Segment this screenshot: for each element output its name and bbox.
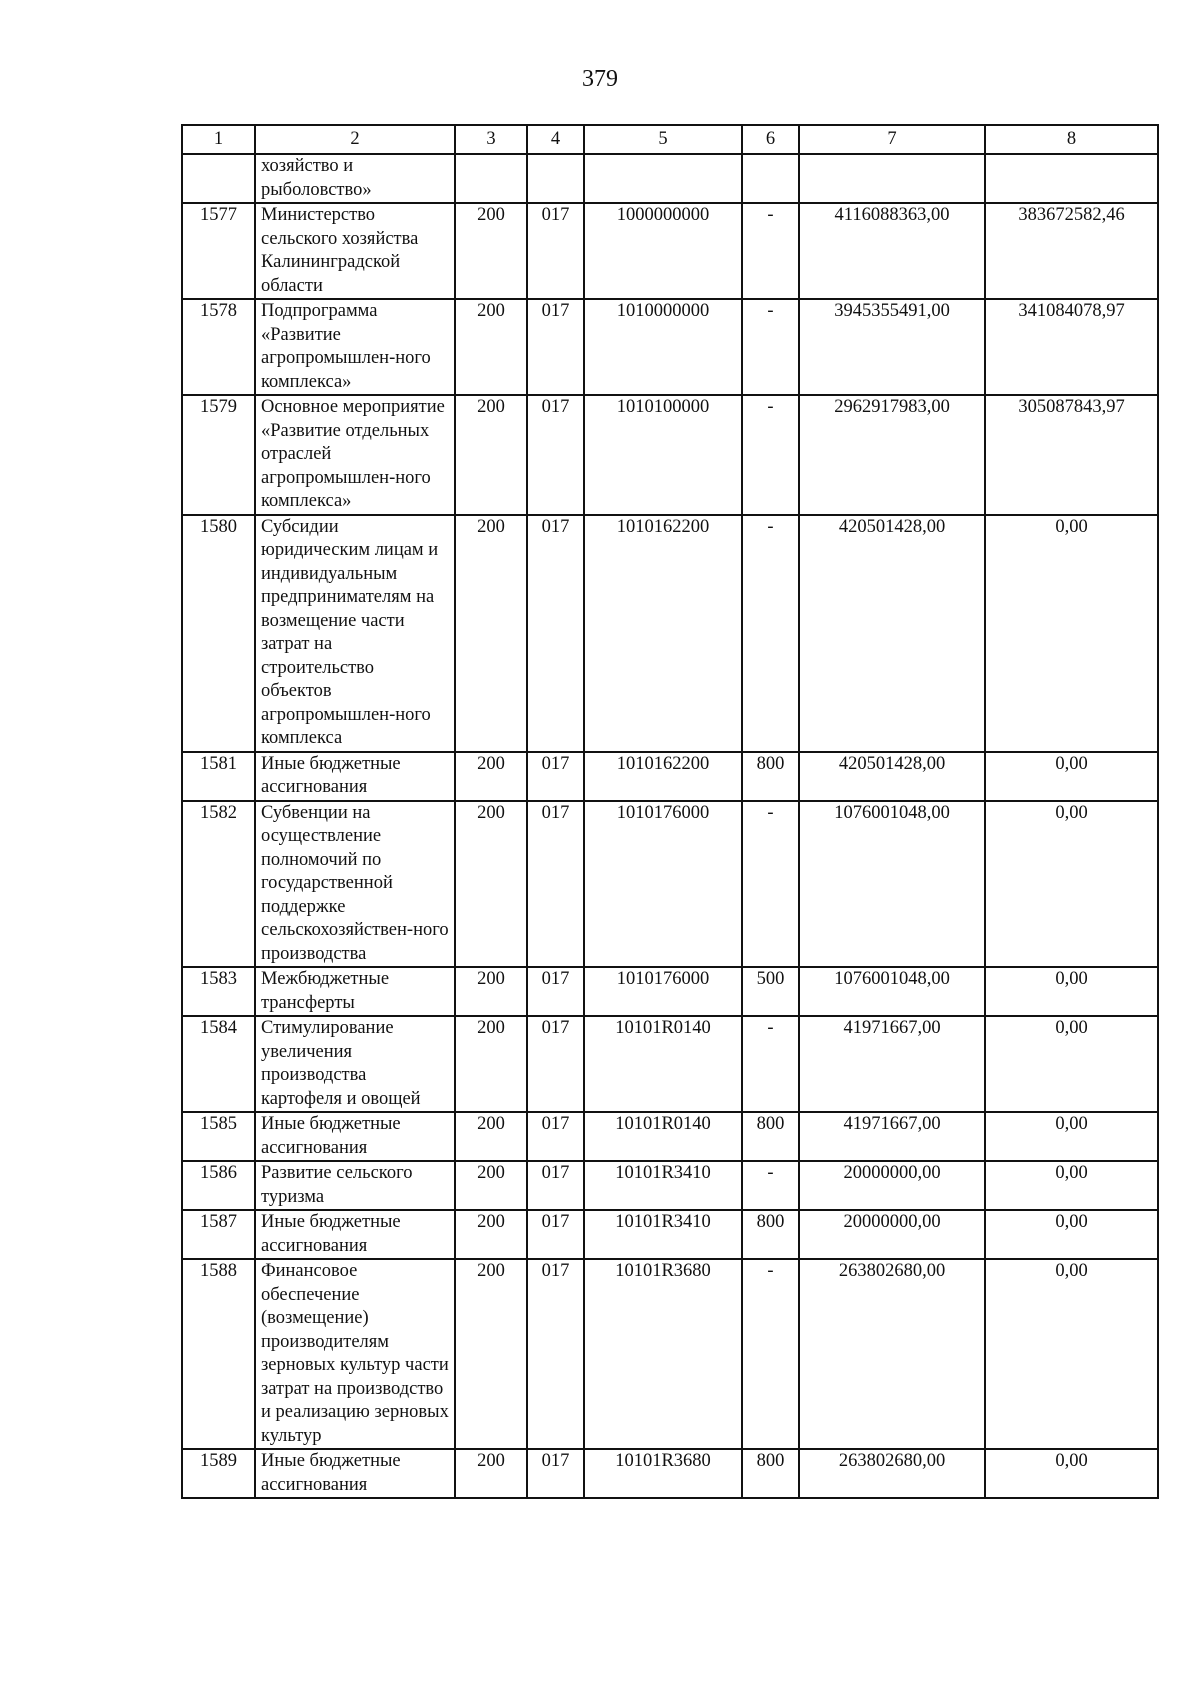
amount-total-cell: 20000000,00 <box>799 1210 985 1259</box>
amount-total-cell: 263802680,00 <box>799 1449 985 1498</box>
expense-type-cell: 800 <box>742 752 799 801</box>
item-name-cell: Иные бюджетные ассигнования <box>255 1112 455 1161</box>
table-row <box>182 1161 1158 1210</box>
ministry-code-cell: 200 <box>455 1161 527 1210</box>
table-row <box>182 1449 1158 1498</box>
amount-federal-cell: 0,00 <box>985 1449 1158 1498</box>
section-code-cell: 017 <box>527 801 584 968</box>
table-row <box>182 1016 1158 1112</box>
ministry-code-cell: 200 <box>455 299 527 395</box>
section-code-cell: 017 <box>527 1259 584 1449</box>
item-name-cell: Основное мероприятие «Развитие отдельных отраслей агропромышлен-ного комплекса» <box>255 395 455 515</box>
item-name-cell: Субвенции на осуществление полномочий по государственной поддержке сельскохозяйствен-ного производства <box>255 801 455 968</box>
ministry-code-cell: 200 <box>455 1210 527 1259</box>
ministry-code-cell: 200 <box>455 203 527 299</box>
amount-federal-cell: 0,00 <box>985 752 1158 801</box>
ministry-code-cell: 200 <box>455 967 527 1016</box>
target-article-cell: 1010176000 <box>584 967 742 1016</box>
header-col-1: 1 <box>182 125 255 154</box>
amount-federal-cell: 0,00 <box>985 1112 1158 1161</box>
amount-total-cell: 20000000,00 <box>799 1161 985 1210</box>
ministry-code-cell: 200 <box>455 1449 527 1498</box>
section-code-cell: 017 <box>527 1210 584 1259</box>
expense-type-cell: - <box>742 801 799 968</box>
amount-federal-cell: 0,00 <box>985 801 1158 968</box>
table-row <box>182 1259 1158 1449</box>
ministry-code-cell: 200 <box>455 395 527 515</box>
item-name-cell: Иные бюджетные ассигнования <box>255 752 455 801</box>
table-row <box>182 154 1158 203</box>
target-article-cell: 10101R3410 <box>584 1210 742 1259</box>
table-row <box>182 752 1158 801</box>
amount-total-cell: 1076001048,00 <box>799 967 985 1016</box>
row-number-cell: 1578 <box>182 299 255 395</box>
amount-total-cell: 4116088363,00 <box>799 203 985 299</box>
target-article-cell: 1010162200 <box>584 515 742 752</box>
table-row <box>182 1210 1158 1259</box>
target-article-cell: 1010100000 <box>584 395 742 515</box>
row-number-cell: 1581 <box>182 752 255 801</box>
ministry-code-cell: 200 <box>455 1112 527 1161</box>
item-name-cell: Иные бюджетные ассигнования <box>255 1449 455 1498</box>
section-code-cell <box>527 154 584 203</box>
table-body <box>182 154 1158 1498</box>
section-code-cell: 017 <box>527 515 584 752</box>
expense-type-cell: - <box>742 515 799 752</box>
amount-total-cell: 41971667,00 <box>799 1016 985 1112</box>
ministry-code-cell: 200 <box>455 752 527 801</box>
amount-total-cell: 263802680,00 <box>799 1259 985 1449</box>
expense-type-cell: - <box>742 395 799 515</box>
target-article-cell: 1010162200 <box>584 752 742 801</box>
expense-type-cell: - <box>742 1016 799 1112</box>
amount-federal-cell: 0,00 <box>985 1161 1158 1210</box>
page-number: 379 <box>582 66 618 92</box>
row-number-cell: 1579 <box>182 395 255 515</box>
target-article-cell: 1000000000 <box>584 203 742 299</box>
item-name-cell: Иные бюджетные ассигнования <box>255 1210 455 1259</box>
amount-total-cell: 420501428,00 <box>799 752 985 801</box>
amount-federal-cell: 0,00 <box>985 515 1158 752</box>
table-row <box>182 299 1158 395</box>
amount-federal-cell <box>985 154 1158 203</box>
section-code-cell: 017 <box>527 1016 584 1112</box>
expense-type-cell: 800 <box>742 1210 799 1259</box>
item-name-cell: Стимулирование увеличения производства картофеля и овощей <box>255 1016 455 1112</box>
row-number-cell: 1585 <box>182 1112 255 1161</box>
section-code-cell: 017 <box>527 395 584 515</box>
target-article-cell: 10101R3410 <box>584 1161 742 1210</box>
expense-type-cell: 800 <box>742 1112 799 1161</box>
section-code-cell: 017 <box>527 1449 584 1498</box>
header-col-6: 6 <box>742 125 799 154</box>
header-col-2: 2 <box>255 125 455 154</box>
row-number-cell: 1583 <box>182 967 255 1016</box>
section-code-cell: 017 <box>527 752 584 801</box>
target-article-cell: 10101R0140 <box>584 1112 742 1161</box>
expense-type-cell: 500 <box>742 967 799 1016</box>
amount-total-cell: 41971667,00 <box>799 1112 985 1161</box>
target-article-cell: 1010176000 <box>584 801 742 968</box>
target-article-cell: 1010000000 <box>584 299 742 395</box>
item-name-cell: Финансовое обеспечение (возмещение) производителям зерновых культур части затрат на производство и реализацию зерновых культур <box>255 1259 455 1449</box>
row-number-cell: 1580 <box>182 515 255 752</box>
ministry-code-cell <box>455 154 527 203</box>
header-row <box>182 125 1158 154</box>
amount-federal-cell: 0,00 <box>985 1016 1158 1112</box>
ministry-code-cell: 200 <box>455 1016 527 1112</box>
section-code-cell: 017 <box>527 203 584 299</box>
item-name-cell: Министерство сельского хозяйства Калининградской области <box>255 203 455 299</box>
expense-type-cell: - <box>742 203 799 299</box>
target-article-cell <box>584 154 742 203</box>
expense-type-cell: - <box>742 1259 799 1449</box>
target-article-cell: 10101R3680 <box>584 1259 742 1449</box>
ministry-code-cell: 200 <box>455 1259 527 1449</box>
table-row <box>182 395 1158 515</box>
table-row <box>182 203 1158 299</box>
header-col-7: 7 <box>799 125 985 154</box>
header-col-8: 8 <box>985 125 1158 154</box>
amount-federal-cell: 383672582,46 <box>985 203 1158 299</box>
item-name-cell: Межбюджетные трансферты <box>255 967 455 1016</box>
item-name-cell: хозяйство и рыболовство» <box>255 154 455 203</box>
ministry-code-cell: 200 <box>455 801 527 968</box>
table-row <box>182 515 1158 752</box>
row-number-cell: 1588 <box>182 1259 255 1449</box>
row-number-cell: 1577 <box>182 203 255 299</box>
table-row <box>182 801 1158 968</box>
expense-type-cell: 800 <box>742 1449 799 1498</box>
item-name-cell: Развитие сельского туризма <box>255 1161 455 1210</box>
table-row <box>182 967 1158 1016</box>
header-col-3: 3 <box>455 125 527 154</box>
amount-total-cell: 3945355491,00 <box>799 299 985 395</box>
section-code-cell: 017 <box>527 967 584 1016</box>
header-col-5: 5 <box>584 125 742 154</box>
item-name-cell: Подпрограмма «Развитие агропромышлен-ного комплекса» <box>255 299 455 395</box>
expense-type-cell: - <box>742 299 799 395</box>
ministry-code-cell: 200 <box>455 515 527 752</box>
amount-total-cell: 1076001048,00 <box>799 801 985 968</box>
amount-federal-cell: 341084078,97 <box>985 299 1158 395</box>
target-article-cell: 10101R3680 <box>584 1449 742 1498</box>
target-article-cell: 10101R0140 <box>584 1016 742 1112</box>
amount-total-cell: 420501428,00 <box>799 515 985 752</box>
amount-federal-cell: 0,00 <box>985 1210 1158 1259</box>
amount-total-cell: 2962917983,00 <box>799 395 985 515</box>
expense-type-cell: - <box>742 1161 799 1210</box>
amount-total-cell <box>799 154 985 203</box>
row-number-cell: 1584 <box>182 1016 255 1112</box>
row-number-cell: 1589 <box>182 1449 255 1498</box>
section-code-cell: 017 <box>527 1112 584 1161</box>
budget-table <box>181 124 1159 1499</box>
amount-federal-cell: 305087843,97 <box>985 395 1158 515</box>
item-name-cell: Субсидии юридическим лицам и индивидуальным предпринимателям на возмещение части затрат на строительство объектов агропромышлен-ного комплекса <box>255 515 455 752</box>
header-col-4: 4 <box>527 125 584 154</box>
amount-federal-cell: 0,00 <box>985 1259 1158 1449</box>
row-number-cell: 1587 <box>182 1210 255 1259</box>
table-row <box>182 1112 1158 1161</box>
row-number-cell: 1586 <box>182 1161 255 1210</box>
amount-federal-cell: 0,00 <box>985 967 1158 1016</box>
row-number-cell: 1582 <box>182 801 255 968</box>
section-code-cell: 017 <box>527 1161 584 1210</box>
row-number-cell <box>182 154 255 203</box>
expense-type-cell <box>742 154 799 203</box>
section-code-cell: 017 <box>527 299 584 395</box>
